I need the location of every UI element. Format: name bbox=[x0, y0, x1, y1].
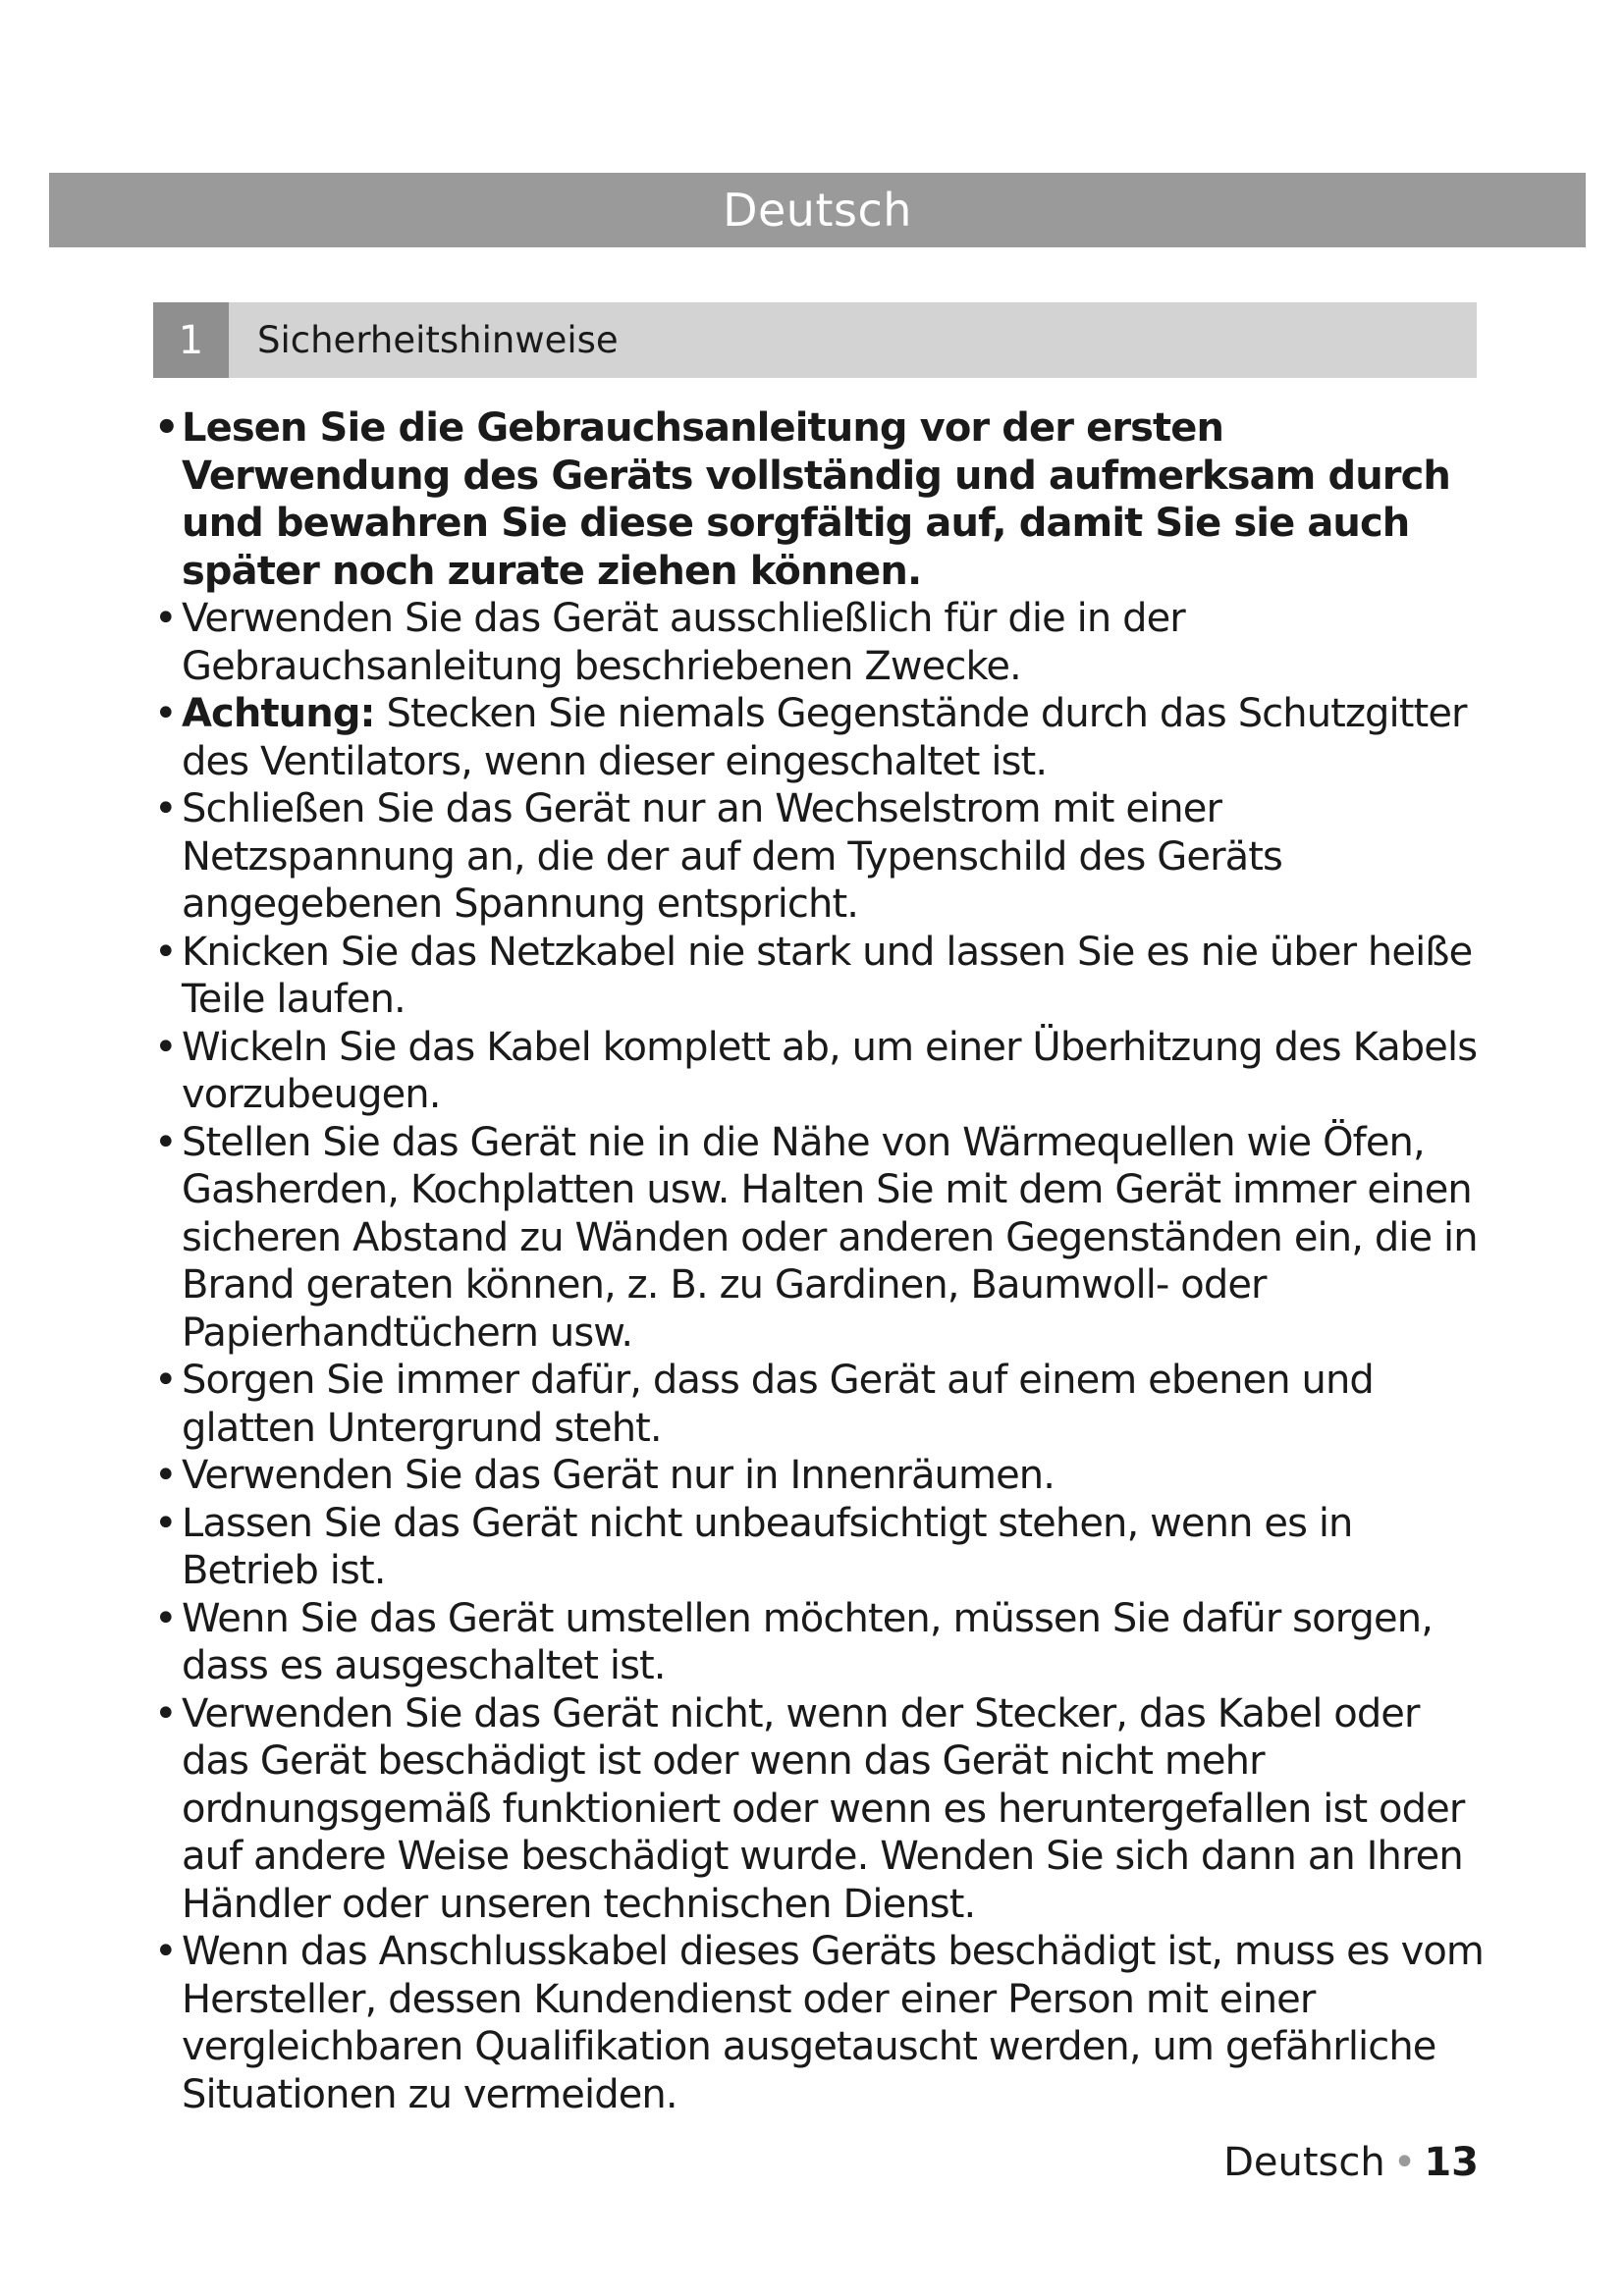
page-number: 13 bbox=[1424, 2140, 1479, 2185]
bullet-list bbox=[149, 404, 1485, 2118]
item-lead: Achtung: bbox=[182, 691, 375, 736]
item-text: Stecken Sie niemals Gegenstände durch das Schutzgitter des Ventilators, wenn dieser eingeschaltet ist. bbox=[182, 691, 1467, 784]
item-text: Wickeln Sie das Kabel komplett ab, um einer Überhitzung des Kabels vorzubeugen. bbox=[182, 1024, 1478, 1117]
item-text: Verwenden Sie das Gerät ausschließlich für die in der Gebrauchsanleitung beschriebenen Zwecke. bbox=[182, 596, 1185, 689]
item-text: Stellen Sie das Gerät nie in die Nähe von Wärmequellen wie Öfen, Gasherden, Kochplatten usw. Halten Sie mit dem Gerät immer einen sicheren Abstand zu Wänden oder anderen Gegenständen ein, die in Brand geraten können, z. B. zu Gardinen, Baumwoll- oder Papierhandtüchern usw. bbox=[182, 1119, 1478, 1356]
item-text: Knicken Sie das Netzkabel nie stark und lassen Sie es nie über heiße Teile laufen. bbox=[182, 929, 1473, 1022]
list-item bbox=[149, 404, 1485, 595]
list-item bbox=[149, 690, 1485, 785]
list-item bbox=[149, 1452, 1485, 1500]
list-item bbox=[149, 1595, 1485, 1690]
list-item bbox=[149, 929, 1485, 1024]
item-text: Sorgen Sie immer dafür, dass das Gerät auf einem ebenen und glatten Untergrund steht. bbox=[182, 1358, 1374, 1451]
list-item bbox=[149, 1500, 1485, 1595]
language-title: Deutsch bbox=[723, 184, 912, 237]
item-text: Lesen Sie die Gebrauchsanleitung vor der ersten Verwendung des Geräts vollständig und aufmerksam durch und bewahren Sie diese sorgfältig auf, damit Sie sie auch später noch zurate ziehen können. bbox=[182, 405, 1450, 594]
list-item bbox=[149, 1928, 1485, 2118]
language-banner bbox=[49, 173, 1586, 247]
item-text: Wenn Sie das Gerät umstellen möchten, müssen Sie dafür sorgen, dass es ausgeschaltet ist. bbox=[182, 1595, 1434, 1688]
page-footer bbox=[1223, 2140, 1479, 2185]
list-item bbox=[149, 785, 1485, 929]
list-item bbox=[149, 1119, 1485, 1358]
item-text: Schließen Sie das Gerät nur an Wechselstrom mit einer Netzspannung an, die der auf dem Typenschild des Geräts angegebenen Spannung entspricht. bbox=[182, 786, 1282, 927]
list-item bbox=[149, 1357, 1485, 1452]
item-text: Verwenden Sie das Gerät nur in Innenräumen. bbox=[182, 1453, 1056, 1498]
list-item bbox=[149, 1690, 1485, 1929]
safety-instructions bbox=[149, 404, 1485, 2118]
item-text: Wenn das Anschlusskabel dieses Geräts beschädigt ist, muss es vom Hersteller, dessen Kundendienst oder einer Person mit einer vergleichbaren Qualifikation ausgetauscht werden, um gefährliche Situationen zu vermeiden. bbox=[182, 1929, 1484, 2117]
section-header bbox=[153, 302, 1477, 378]
section-title: Sicherheitshinweise bbox=[257, 319, 619, 361]
item-text: Lassen Sie das Gerät nicht unbeaufsichtigt stehen, wenn es in Betrieb ist. bbox=[182, 1500, 1353, 1593]
footer-separator: • bbox=[1392, 2140, 1417, 2185]
footer-language: Deutsch bbox=[1223, 2140, 1385, 2185]
item-text: Verwenden Sie das Gerät nicht, wenn der Stecker, das Kabel oder das Gerät beschädigt ist oder wenn das Gerät nicht mehr ordnungsgemäß funktioniert oder wenn es heruntergefallen ist oder auf andere Weise beschädigt wurde. Wenden Sie sich dann an Ihren Händler oder unseren technischen Dienst. bbox=[182, 1690, 1465, 1927]
section-number: 1 bbox=[153, 302, 229, 378]
list-item bbox=[149, 595, 1485, 690]
list-item bbox=[149, 1024, 1485, 1119]
